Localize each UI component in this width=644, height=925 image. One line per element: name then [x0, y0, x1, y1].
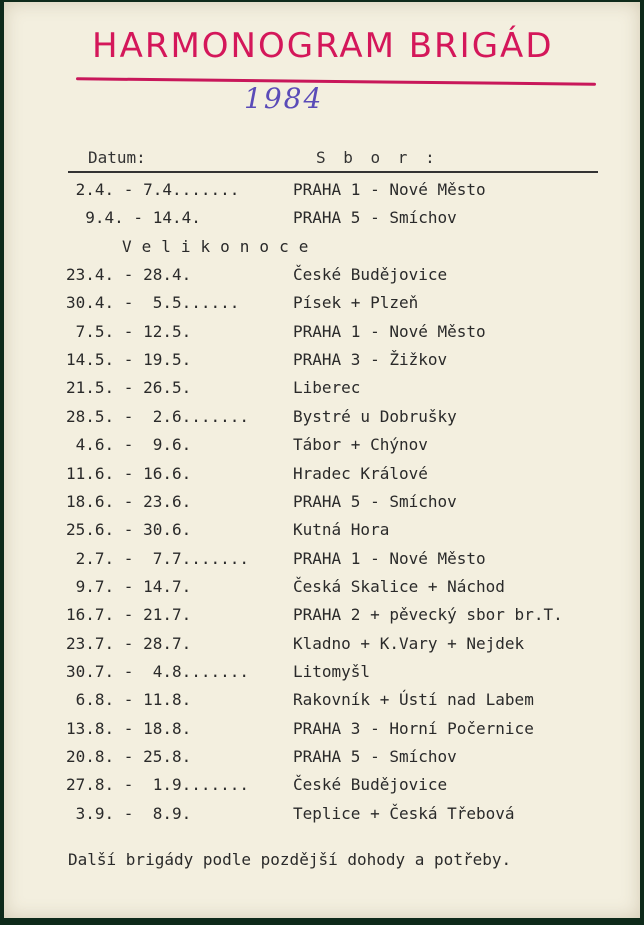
holiday-row [4, 237, 640, 261]
choir-location: PRAHA 3 - Horní Počernice [293, 718, 534, 738]
schedule-row [4, 747, 640, 771]
date-range: 14.5. - 19.5. [66, 350, 192, 370]
choir-location: Hradec Králové [293, 463, 428, 483]
schedule-row [4, 265, 640, 289]
date-range: 28.5. - 2.6....... [66, 406, 250, 426]
date-range: 23.4. - 28.4. [66, 265, 192, 285]
choir-location: Tábor + Chýnov [293, 435, 428, 455]
date-range: 2.7. - 7.7....... [66, 548, 250, 568]
choir-location: Liberec [293, 378, 361, 398]
schedule-row [4, 180, 640, 204]
schedule-row [4, 378, 640, 402]
date-range: 9.4. - 14.4. [66, 208, 201, 228]
date-range: 11.6. - 16.6. [66, 463, 192, 483]
date-range: 13.8. - 18.8. [66, 718, 192, 738]
choir-location: Kutná Hora [293, 520, 390, 540]
date-range: 23.7. - 28.7. [66, 633, 192, 653]
date-range: 18.6. - 23.6. [66, 491, 192, 511]
date-range: 16.7. - 21.7. [66, 605, 192, 625]
schedule-row [4, 804, 640, 828]
choir-location: Rakovník + Ústí nad Labem [293, 690, 534, 710]
date-range: 6.8. - 11.8. [66, 690, 192, 710]
holiday-label: Velikonoce [122, 236, 319, 256]
title-underline [76, 77, 596, 85]
choir-location: Kladno + K.Vary + Nejdek [293, 633, 525, 653]
choir-location: Česká Skalice + Náchod [293, 576, 505, 596]
schedule-row [4, 690, 640, 714]
date-range: 4.6. - 9.6. [66, 435, 192, 455]
date-range: 20.8. - 25.8. [66, 747, 192, 766]
choir-location: České Budějovice [293, 775, 448, 795]
schedule-row [4, 719, 640, 743]
choir-location: PRAHA 2 + pěvecký sbor br.T. [293, 605, 563, 625]
choir-location: Litomyšl [293, 661, 371, 681]
schedule-row [4, 293, 640, 317]
schedule-row [4, 464, 640, 488]
schedule-row [4, 775, 640, 799]
document-year: 1984 [244, 82, 324, 115]
choir-location: České Budějovice [293, 265, 448, 285]
schedule-row [4, 350, 640, 374]
document-title: HARMONOGRAM BRIGÁD [92, 26, 554, 66]
schedule-row [4, 577, 640, 601]
choir-location: Teplice + Česká Třebová [293, 803, 515, 823]
column-header [4, 148, 640, 172]
choir-location: Bystré u Dobrušky [293, 406, 457, 426]
choir-location: PRAHA 1 - Nové Město [293, 321, 486, 341]
date-column-header: Datum: [88, 148, 146, 167]
footer-note: Další brigády podle pozdější dohody a potřeby. [68, 850, 512, 869]
choir-location: PRAHA 1 - Nové Město [293, 548, 486, 568]
choir-location: PRAHA 5 - Smíchov [293, 491, 457, 511]
choir-location: Písek + Plzeň [293, 293, 419, 313]
schedule-row [4, 407, 640, 431]
choir-location: PRAHA 5 - Smíchov [293, 747, 457, 766]
typed-document [4, 2, 640, 918]
choir-location: PRAHA 5 - Smíchov [293, 208, 457, 228]
schedule-row [4, 208, 640, 232]
schedule-row [4, 520, 640, 544]
date-range: 27.8. - 1.9....... [66, 775, 250, 795]
date-range: 30.7. - 4.8....... [66, 661, 250, 681]
date-range: 25.6. - 30.6. [66, 520, 192, 540]
date-range: 30.4. - 5.5...... [66, 293, 240, 313]
date-range: 2.4. - 7.4....... [66, 180, 240, 199]
schedule-row [4, 492, 640, 516]
schedule-row [4, 662, 640, 686]
date-range: 21.5. - 26.5. [66, 378, 192, 398]
schedule-row [4, 634, 640, 658]
date-range: 3.9. - 8.9. [66, 803, 192, 823]
schedule-row [4, 322, 640, 346]
choir-column-header: S b o r : [316, 148, 439, 167]
header-rule [68, 171, 598, 173]
schedule-row [4, 549, 640, 573]
schedule-row [4, 605, 640, 629]
choir-location: PRAHA 1 - Nové Město [293, 180, 486, 199]
schedule-row [4, 435, 640, 459]
date-range: 9.7. - 14.7. [66, 576, 192, 596]
date-range: 7.5. - 12.5. [66, 321, 192, 341]
choir-location: PRAHA 3 - Žižkov [293, 350, 448, 370]
